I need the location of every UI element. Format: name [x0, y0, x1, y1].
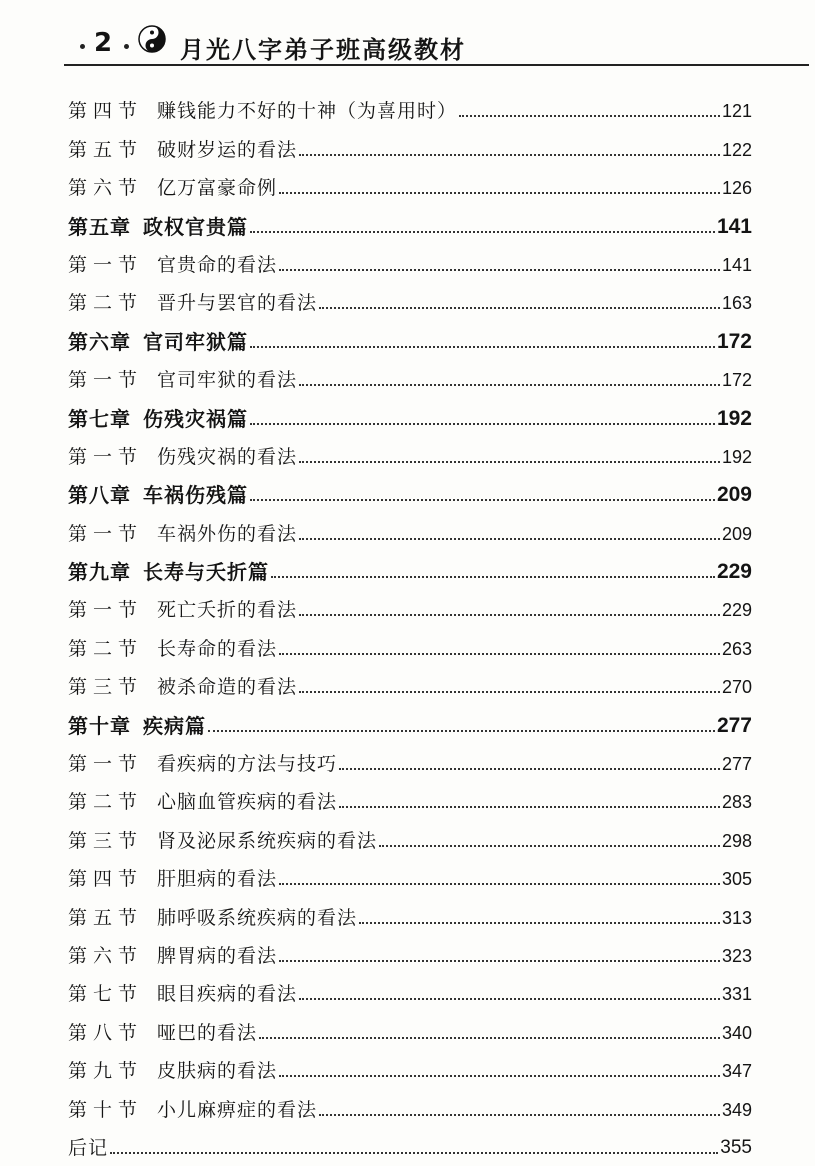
- toc-entry-page-number: 347: [721, 1061, 752, 1082]
- toc-section-entry[interactable]: [68, 1083, 752, 1121]
- dot-leader: [279, 653, 720, 655]
- toc-entry-label: [68, 829, 377, 853]
- toc-entry-title: 赚钱能力不好的十神（为喜用时）: [157, 100, 458, 123]
- toc-chapter-entry[interactable]: [68, 200, 752, 238]
- toc-entry-number: 第八节: [68, 1021, 144, 1044]
- dot-leader: [279, 269, 720, 271]
- toc-entry-page-number: 229: [716, 560, 752, 584]
- dot-leader: [279, 960, 720, 962]
- toc-entry-label: [68, 445, 297, 469]
- dot-leader: [299, 154, 720, 156]
- toc-entry-title: 死亡夭折的看法: [157, 599, 298, 622]
- toc-entry-label: [68, 982, 297, 1006]
- toc-entry-page-number: 172: [721, 370, 752, 391]
- toc-entry-label: [68, 368, 297, 392]
- toc-section-entry[interactable]: [68, 431, 752, 469]
- toc-entry-label: [68, 253, 277, 277]
- toc-entry-page-number: 172: [716, 329, 752, 353]
- toc-entry-page-number: 141: [721, 254, 752, 275]
- toc-entry-title: 疾病篇: [143, 713, 206, 738]
- toc-entry-label: [68, 138, 297, 162]
- toc-entry-number: 第五节: [68, 906, 144, 929]
- toc-section-entry[interactable]: [68, 814, 752, 852]
- toc-entry-page-number: 209: [721, 523, 752, 544]
- toc-entry-title: 肾及泌尿系统疾病的看法: [157, 829, 378, 852]
- toc-entry-title: 政权官贵篇: [143, 214, 248, 239]
- toc-entry-page-number: 277: [716, 713, 752, 737]
- toc-section-entry[interactable]: [68, 1045, 752, 1083]
- toc-section-entry[interactable]: [68, 930, 752, 968]
- toc-entry-label: [68, 1021, 257, 1045]
- dot-leader: [359, 922, 720, 924]
- dot-leader: [459, 115, 720, 117]
- toc-entry-label: [68, 867, 277, 891]
- toc-entry-number: 第十节: [68, 1098, 144, 1121]
- toc-entry-page-number: 349: [721, 1099, 752, 1120]
- toc-entry-number: 第一节: [68, 753, 144, 776]
- toc-entry-title: 官贵命的看法: [157, 253, 278, 276]
- toc-entry-number: 第九章: [68, 560, 131, 585]
- toc-chapter-entry[interactable]: [68, 546, 752, 584]
- toc-entry-number: 第二节: [68, 292, 144, 315]
- toc-entry-page-number: 263: [721, 638, 752, 659]
- dot-leader: [339, 768, 720, 770]
- dot-leader: [299, 461, 720, 463]
- toc-entry-number: 第三节: [68, 829, 144, 852]
- header-rule: [64, 64, 809, 66]
- dot-leader: [271, 576, 715, 578]
- toc-entry-label: [68, 637, 277, 661]
- toc-entry-label: [68, 215, 248, 239]
- toc-entry-label: [68, 407, 248, 431]
- dot-leader: [299, 614, 720, 616]
- book-title: 月光八字弟子班高级教材: [180, 36, 466, 64]
- toc-section-entry[interactable]: [68, 123, 752, 161]
- toc-entry-page-number: 192: [716, 406, 752, 430]
- toc-entry-page-number: 270: [721, 677, 752, 698]
- toc-entry-page-number: 323: [721, 945, 752, 966]
- toc-entry-title: 车祸外伤的看法: [157, 522, 298, 545]
- toc-entry-title: 亿万富豪命例: [157, 177, 278, 200]
- toc-entry-number: 第二节: [68, 791, 144, 814]
- toc-entry-number: 第八章: [68, 483, 131, 508]
- toc-entry-number: 第一节: [68, 445, 144, 468]
- toc-entry-label: [68, 560, 269, 584]
- toc-entry-title: 看疾病的方法与技巧: [157, 753, 338, 776]
- toc-entry-title: 伤残灾祸篇: [143, 406, 248, 431]
- toc-entry-page-number: 283: [721, 792, 752, 813]
- toc-section-entry[interactable]: [68, 622, 752, 660]
- toc-entry-label: [68, 1098, 317, 1122]
- toc-section-entry[interactable]: [68, 354, 752, 392]
- dot-leader: [299, 998, 720, 1000]
- toc-chapter-entry[interactable]: [68, 469, 752, 507]
- toc-entry-page-number: 121: [721, 101, 752, 122]
- dot-leader: [250, 499, 715, 501]
- toc-chapter-entry[interactable]: [68, 699, 752, 737]
- header-dot-right: [124, 44, 129, 49]
- toc-entry-number: 第七节: [68, 983, 144, 1006]
- toc-entry-number: 第六节: [68, 944, 144, 967]
- toc-entry-label: [68, 99, 457, 123]
- toc-entry-label: [68, 291, 317, 315]
- toc-entry-page-number: 163: [721, 293, 752, 314]
- dot-leader: [279, 1075, 720, 1077]
- toc-entry-number: 第六章: [68, 329, 131, 354]
- dot-leader: [299, 691, 720, 693]
- dot-leader: [279, 883, 720, 885]
- toc-section-entry[interactable]: [68, 738, 752, 776]
- toc-entry-title: 官司牢狱的看法: [157, 369, 298, 392]
- toc-entry-number: 第三节: [68, 676, 144, 699]
- toc-section-entry[interactable]: [68, 968, 752, 1006]
- table-of-contents: [68, 85, 752, 1160]
- toc-entry-title: 被杀命造的看法: [157, 676, 298, 699]
- toc-entry-label: [68, 675, 297, 699]
- dot-leader: [259, 1037, 720, 1039]
- toc-entry-title: 心脑血管疾病的看法: [157, 791, 338, 814]
- toc-section-entry[interactable]: [68, 891, 752, 929]
- toc-entry-label: [68, 330, 248, 354]
- toc-entry-title: 官司牢狱篇: [143, 329, 248, 354]
- toc-entry-number: 第七章: [68, 406, 131, 431]
- toc-chapter-entry[interactable]: [68, 315, 752, 353]
- dot-leader: [339, 806, 720, 808]
- toc-entry-page-number: 331: [721, 984, 752, 1005]
- page-number: 2: [94, 28, 113, 58]
- toc-entry-title: 车祸伤残篇: [143, 483, 248, 508]
- toc-entry-label: [68, 483, 248, 507]
- toc-entry-number: 第五章: [68, 214, 131, 239]
- toc-entry-number: 第二节: [68, 637, 144, 660]
- toc-entry-label: [68, 944, 277, 968]
- toc-entry-title: 肺呼吸系统疾病的看法: [157, 906, 358, 929]
- toc-entry-label: [68, 906, 357, 930]
- dot-leader: [299, 384, 720, 386]
- toc-entry-title: 小儿麻痹症的看法: [157, 1098, 318, 1121]
- toc-entry-number: 第四节: [68, 100, 144, 123]
- header-dot-left: [80, 44, 85, 49]
- toc-entry-number: 第六节: [68, 177, 144, 200]
- toc-afterword-entry[interactable]: [68, 1122, 752, 1160]
- toc-entry-label: [68, 522, 297, 546]
- toc-entry-page-number: 277: [721, 754, 752, 775]
- toc-entry-page-number: 298: [721, 830, 752, 851]
- toc-entry-title: 破财岁运的看法: [157, 138, 298, 161]
- toc-entry-title: 脾胃病的看法: [157, 944, 278, 967]
- toc-chapter-entry[interactable]: [68, 392, 752, 430]
- dot-leader: [110, 1152, 718, 1154]
- toc-entry-title: 长寿与夭折篇: [143, 560, 269, 585]
- yin-yang-icon: [138, 25, 166, 53]
- toc-entry-label: [68, 1136, 108, 1160]
- toc-entry-number: 第九节: [68, 1060, 144, 1083]
- toc-section-entry[interactable]: [68, 162, 752, 200]
- toc-entry-title: 肝胆病的看法: [157, 868, 278, 891]
- toc-entry-number: 第十章: [68, 713, 131, 738]
- toc-entry-number: 第一节: [68, 522, 144, 545]
- toc-entry-label: [68, 1059, 277, 1083]
- toc-entry-page-number: 340: [721, 1022, 752, 1043]
- toc-section-entry[interactable]: [68, 239, 752, 277]
- toc-section-entry[interactable]: [68, 584, 752, 622]
- toc-entry-number: 后记: [68, 1136, 109, 1159]
- toc-entry-label: [68, 598, 297, 622]
- toc-entry-title: 长寿命的看法: [157, 637, 278, 660]
- toc-section-entry[interactable]: [68, 277, 752, 315]
- toc-entry-page-number: 305: [721, 869, 752, 890]
- toc-entry-label: [68, 752, 337, 776]
- page-header: [0, 0, 815, 66]
- dot-leader: [319, 307, 720, 309]
- toc-entry-page-number: 126: [721, 178, 752, 199]
- dot-leader: [379, 845, 720, 847]
- toc-entry-label: [68, 790, 337, 814]
- toc-section-entry[interactable]: [68, 507, 752, 545]
- toc-entry-number: 第一节: [68, 369, 144, 392]
- toc-entry-page-number: 141: [716, 214, 752, 238]
- toc-entry-number: 第五节: [68, 138, 144, 161]
- toc-entry-page-number: 209: [716, 483, 752, 507]
- toc-section-entry[interactable]: [68, 1006, 752, 1044]
- dot-leader: [319, 1114, 720, 1116]
- toc-entry-title: 皮肤病的看法: [157, 1060, 278, 1083]
- toc-entry-page-number: 355: [720, 1136, 752, 1158]
- toc-entry-page-number: 313: [721, 907, 752, 928]
- toc-entry-page-number: 192: [721, 446, 752, 467]
- toc-entry-number: 第一节: [68, 253, 144, 276]
- toc-section-entry[interactable]: [68, 85, 752, 123]
- toc-section-entry[interactable]: [68, 661, 752, 699]
- toc-section-entry[interactable]: [68, 776, 752, 814]
- dot-leader: [208, 730, 715, 732]
- dot-leader: [250, 423, 715, 425]
- toc-entry-title: 晋升与罢官的看法: [157, 292, 318, 315]
- toc-entry-title: 伤残灾祸的看法: [157, 445, 298, 468]
- dot-leader: [250, 231, 715, 233]
- toc-entry-number: 第一节: [68, 599, 144, 622]
- toc-entry-label: [68, 176, 277, 200]
- dot-leader: [279, 192, 720, 194]
- toc-entry-title: 眼目疾病的看法: [157, 983, 298, 1006]
- dot-leader: [299, 538, 720, 540]
- dot-leader: [250, 346, 715, 348]
- toc-entry-title: 哑巴的看法: [157, 1021, 258, 1044]
- toc-entry-label: [68, 714, 206, 738]
- toc-entry-page-number: 229: [721, 600, 752, 621]
- toc-entry-page-number: 122: [721, 139, 752, 160]
- toc-entry-number: 第四节: [68, 868, 144, 891]
- toc-section-entry[interactable]: [68, 853, 752, 891]
